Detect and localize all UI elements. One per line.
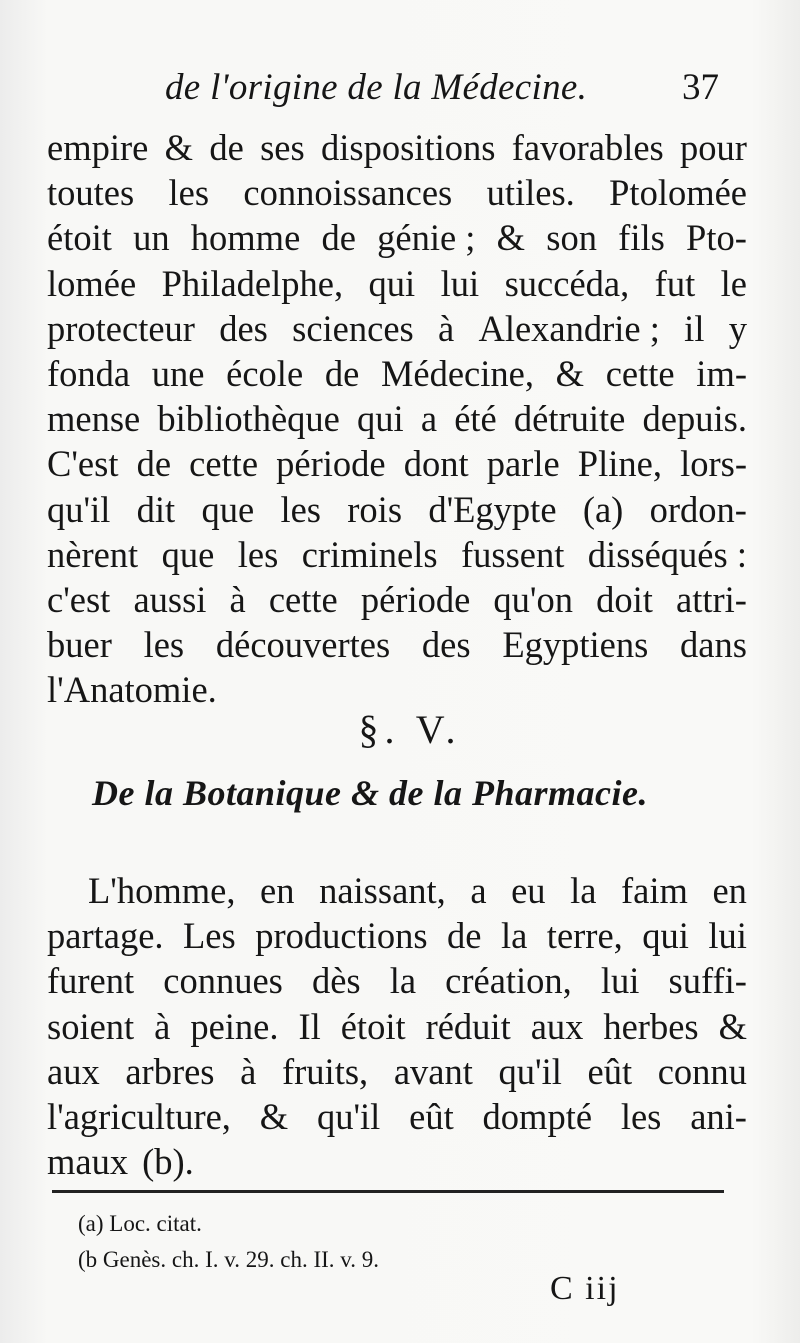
word: a	[470, 870, 487, 911]
word: à	[154, 1005, 171, 1047]
word: fussent	[460, 533, 565, 575]
word: Les	[183, 915, 236, 957]
word: dès	[311, 960, 361, 1002]
word: l'agriculture,	[47, 1095, 231, 1137]
word: favorables	[511, 127, 664, 168]
word: période	[360, 578, 471, 620]
word: qui	[642, 915, 689, 957]
word: un	[133, 217, 170, 259]
text-line	[47, 487, 747, 532]
word: avant	[393, 1050, 473, 1092]
word: en	[260, 870, 295, 911]
word: fils	[618, 217, 665, 259]
word: des	[421, 624, 471, 666]
text-line	[47, 125, 747, 170]
word: disséqués :	[587, 533, 747, 575]
word: buer	[47, 624, 112, 666]
word: la	[500, 915, 528, 957]
word: aux	[47, 1050, 100, 1092]
word: sciences	[292, 307, 414, 349]
word: aux	[530, 1005, 584, 1047]
text-line	[47, 1094, 747, 1139]
word: lomée	[47, 262, 137, 304]
text-line	[47, 351, 747, 396]
word: le	[720, 262, 747, 304]
word: les	[237, 533, 279, 575]
word: à	[438, 307, 455, 349]
word: Médecine,	[380, 352, 534, 394]
word: la	[389, 960, 417, 1002]
word: connoissances	[243, 172, 453, 214]
signature-mark: C iij	[550, 1270, 620, 1307]
text-line	[47, 532, 747, 577]
word: les	[143, 624, 185, 666]
word: (b).	[142, 1141, 194, 1183]
word: dompté	[482, 1095, 593, 1137]
word: ordon-	[649, 488, 747, 530]
word: ses	[260, 127, 305, 168]
word: Philadelphe,	[161, 262, 344, 304]
text-line	[47, 215, 747, 260]
word: à	[240, 1050, 257, 1092]
word: cette	[605, 352, 675, 394]
word: connues	[163, 960, 283, 1002]
footnotes	[78, 1207, 728, 1279]
word: que	[161, 533, 215, 575]
word: (a)	[582, 488, 624, 530]
word: soient	[47, 1005, 135, 1047]
word: criminels	[301, 533, 438, 575]
word: &	[259, 1095, 289, 1137]
page-header	[165, 66, 745, 114]
text-line	[47, 958, 747, 1003]
word: qu'il	[316, 1095, 381, 1137]
word: faim	[621, 870, 688, 911]
word: cette	[268, 578, 338, 620]
word: étoit	[47, 217, 112, 259]
text-line	[47, 170, 747, 215]
word: de	[447, 915, 482, 957]
word: a	[420, 398, 438, 440]
word: herbes	[603, 1005, 699, 1047]
word: utiles.	[486, 172, 575, 214]
text-line	[47, 577, 747, 622]
word: une	[151, 352, 205, 394]
word: la	[570, 870, 597, 911]
word: bibliothèque	[157, 398, 340, 440]
word: lui	[440, 262, 480, 304]
word: à	[229, 578, 246, 620]
word: attri-	[676, 578, 747, 620]
word: qu'il	[47, 488, 111, 530]
word: eût	[409, 1095, 454, 1137]
word: Pto-	[686, 217, 747, 259]
word: fut	[654, 262, 696, 304]
word: peine.	[190, 1005, 279, 1047]
word: rois	[347, 488, 403, 530]
word: dans	[680, 624, 747, 666]
word: suffi-	[668, 960, 747, 1002]
word: eu	[511, 870, 546, 911]
text-line	[47, 913, 747, 958]
page-number: 37	[682, 67, 719, 108]
word: aussi	[133, 578, 207, 620]
word: création,	[445, 960, 572, 1002]
word: qui	[368, 262, 416, 304]
word: protecteur	[47, 307, 195, 349]
word: homme	[190, 217, 301, 259]
word: de	[209, 127, 244, 168]
running-title: de l'origine de la Médecine.	[165, 67, 588, 108]
word: &	[555, 352, 585, 394]
word: eût	[587, 1050, 633, 1092]
word: dispositions	[321, 127, 496, 168]
word: succéda,	[504, 262, 630, 304]
word: Il	[298, 1005, 321, 1047]
word: les	[620, 1095, 662, 1137]
word: de	[321, 217, 356, 259]
paragraph-botany	[47, 868, 747, 1184]
word: furent	[47, 960, 135, 1002]
text-line	[47, 622, 747, 667]
word: génie ;	[377, 217, 476, 259]
footnote-b: (b Genès. ch. I. v. 29. ch. II. v. 9.	[78, 1247, 380, 1272]
word: c'est	[47, 578, 111, 620]
word: lui	[600, 960, 640, 1002]
footnote-a: (a) Loc. citat.	[78, 1211, 202, 1236]
word: &	[164, 127, 194, 168]
word: de	[136, 443, 172, 485]
word: les	[280, 488, 321, 530]
word: il	[684, 307, 705, 349]
word: réduit	[425, 1005, 511, 1047]
word: fruits,	[282, 1050, 369, 1092]
word: pour	[680, 127, 747, 168]
word: dit	[136, 488, 176, 530]
paragraph-anatomy	[47, 125, 747, 712]
word: partage.	[47, 915, 164, 957]
word: maux	[47, 1141, 129, 1183]
section-heading-number: §. V.	[358, 707, 462, 752]
word: qu'il	[498, 1050, 562, 1092]
word: lui	[708, 915, 747, 957]
word: période	[276, 443, 386, 485]
word: cette	[189, 443, 259, 485]
word: empire	[47, 127, 149, 168]
word: mense	[47, 398, 141, 440]
word: C'est	[47, 443, 119, 485]
word: terre,	[546, 915, 623, 957]
text-line	[47, 1139, 747, 1184]
text-line	[47, 396, 747, 441]
word: d'Egypte	[428, 488, 557, 530]
word: Egyptiens	[502, 624, 649, 666]
word: qui	[357, 398, 404, 440]
word: les	[168, 172, 210, 214]
word: productions	[255, 915, 428, 957]
word: &	[718, 1005, 747, 1047]
text-line	[47, 868, 747, 913]
word: lors-	[680, 443, 747, 485]
word: naissant,	[319, 870, 446, 911]
text-line	[47, 261, 747, 306]
word: arbres	[125, 1050, 215, 1092]
footnote-divider	[52, 1190, 724, 1193]
text-line	[47, 1049, 747, 1094]
word: &	[496, 217, 526, 259]
word: toutes	[47, 172, 135, 214]
word: Alexandrie ;	[478, 307, 660, 349]
word: en	[712, 870, 747, 911]
word: détruite	[513, 398, 626, 440]
word: son	[546, 217, 597, 259]
word: im-	[696, 352, 747, 394]
word: Pline,	[577, 443, 662, 485]
word: de	[324, 352, 360, 394]
word: Ptolomée	[609, 172, 747, 214]
word: fonda	[47, 352, 131, 394]
word: nèrent	[47, 533, 139, 575]
text-line	[47, 1004, 747, 1049]
word: depuis.	[642, 398, 747, 440]
section-heading-title: De la Botanique & de la Pharmacie.	[92, 773, 648, 813]
word: découvertes	[215, 624, 391, 666]
word: école	[226, 352, 304, 394]
word: ani-	[690, 1095, 747, 1137]
word: dont	[403, 443, 469, 485]
word: été	[454, 398, 497, 440]
word: parle	[486, 443, 560, 485]
text-line	[47, 306, 747, 351]
word: y	[728, 307, 747, 349]
word: des	[219, 307, 268, 349]
word: l'Anatomie.	[47, 669, 217, 711]
text-line	[47, 441, 747, 486]
word: L'homme,	[88, 870, 236, 911]
word: connu	[657, 1050, 747, 1092]
word: doit	[596, 578, 653, 620]
word: étoit	[340, 1005, 406, 1047]
word: que	[201, 488, 255, 530]
word: qu'on	[493, 578, 573, 620]
